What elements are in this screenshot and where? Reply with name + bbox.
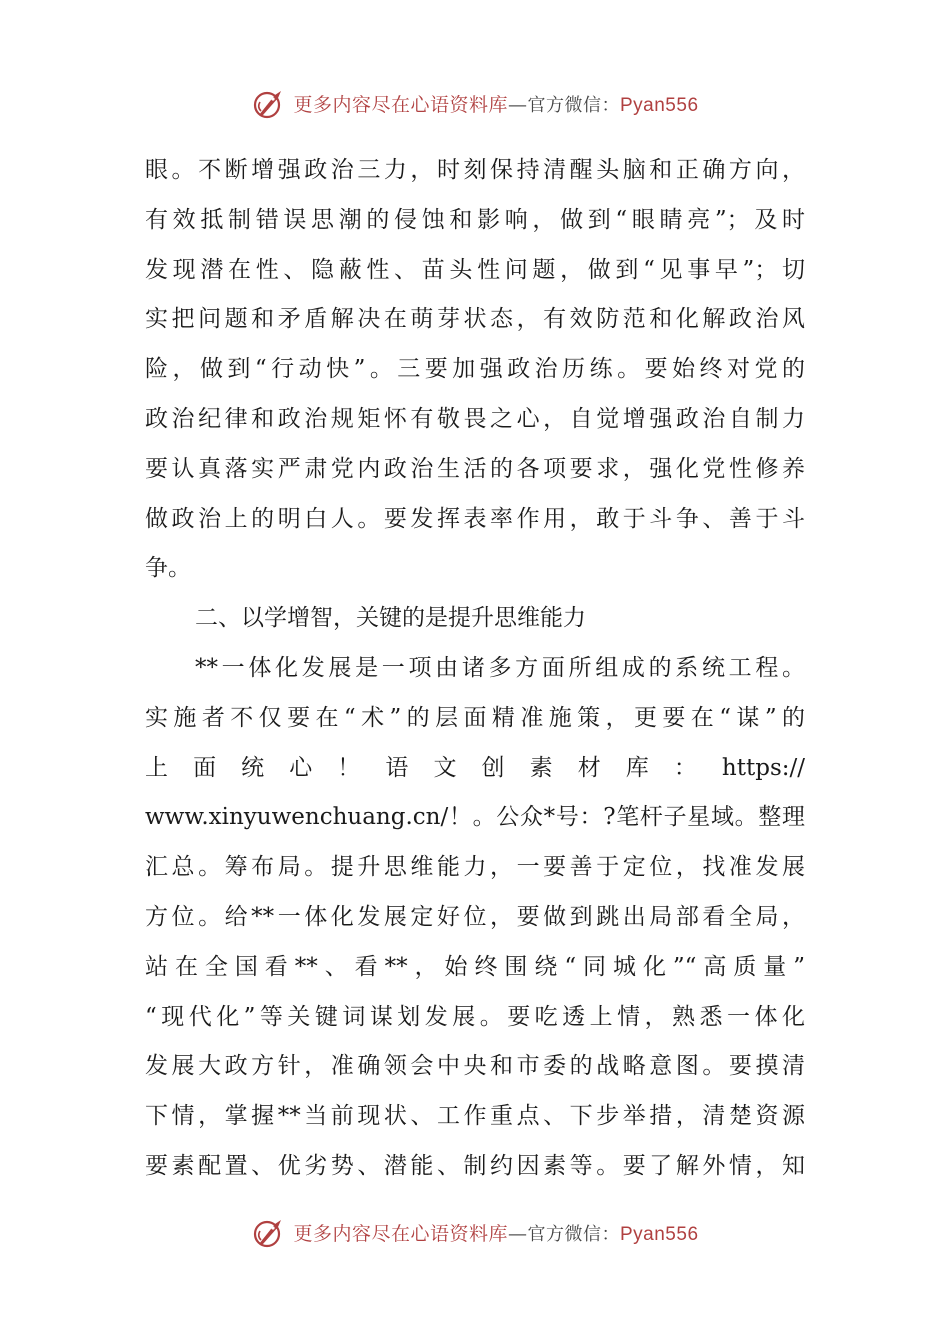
- banner-wechat-id: Pyan556: [620, 94, 699, 116]
- banner-main-text: 更多内容尽在心语资料库: [293, 93, 508, 116]
- body-line-12: 实施者不仅要在“术”的层面精准施策，更要在“谋”的: [145, 704, 805, 731]
- banner-text: [293, 1219, 698, 1246]
- body-line-21: 要素配置、优劣势、潜能、制约因素等。要了解外情，知: [145, 1152, 805, 1179]
- body-line-17: 站在全国看**、看**，始终围绕“同城化”“高质量”: [145, 953, 805, 980]
- header-banner: [0, 83, 950, 123]
- banner-dash: —: [508, 93, 528, 116]
- pen-nib-logo-icon: [251, 85, 287, 121]
- banner-main-text: 更多内容尽在心语资料库: [293, 1222, 508, 1245]
- body-line-9: 争。: [145, 555, 191, 582]
- body-line-6: 政治纪律和政治规矩怀有敬畏之心，自觉增强政治自制力: [145, 405, 805, 432]
- body-line-2: 有效抵制错误思潮的侵蚀和影响，做到“眼睛亮”；及时: [145, 206, 805, 233]
- body-line-14: www.xinyuwenchuang.cn/！。公众*号：?笔杆子星域。整理: [145, 804, 805, 831]
- body-line-3: 发现潜在性、隐蔽性、苗头性问题，做到“见事早”；切: [145, 256, 805, 283]
- body-line-16: 方位。给**一体化发展定好位，要做到跳出局部看全局，: [145, 903, 805, 930]
- banner-dash: —: [508, 1222, 528, 1245]
- body-line-4: 实把问题和矛盾解决在萌芽状态，有效防范和化解政治风: [145, 306, 805, 333]
- banner-wechat-id: Pyan556: [620, 1223, 699, 1245]
- body-line-11: **一体化发展是一项由诸多方面所组成的系统工程。: [195, 654, 805, 681]
- pen-nib-logo-icon: [251, 1214, 287, 1250]
- banner-text: [293, 90, 698, 117]
- body-line-13: 上面统心！语文创素材库：https://: [145, 754, 805, 781]
- body-line-1: 眼。不断增强政治三力，时刻保持清醒头脑和正确方向，: [145, 157, 805, 183]
- document-body: [145, 146, 805, 1192]
- footer-banner: [0, 1212, 950, 1252]
- body-line-5: 险，做到“行动快”。三要加强政治历练。要始终对党的: [145, 356, 805, 383]
- banner-wechat-label: 官方微信：: [527, 1223, 620, 1245]
- body-line-7: 要认真落实严肃党内政治生活的各项要求，强化党性修养: [145, 455, 805, 482]
- body-line-19: 发展大政方针，准确领会中央和市委的战略意图。要摸清: [145, 1053, 805, 1080]
- body-line-20: 下情，掌握**当前现状、工作重点、下步举措，清楚资源: [145, 1103, 805, 1130]
- body-line-8: 做政治上的明白人。要发挥表率作用，敢于斗争、善于斗: [145, 505, 805, 532]
- section-heading: 二、以学增智，关键的是提升思维能力: [195, 605, 586, 632]
- body-line-15: 汇总。筹布局。提升思维能力，一要善于定位，找准发展: [145, 854, 805, 881]
- banner-wechat-label: 官方微信：: [527, 94, 620, 116]
- body-line-18: “现代化”等关键词谋划发展。要吃透上情，熟悉一体化: [145, 1003, 805, 1030]
